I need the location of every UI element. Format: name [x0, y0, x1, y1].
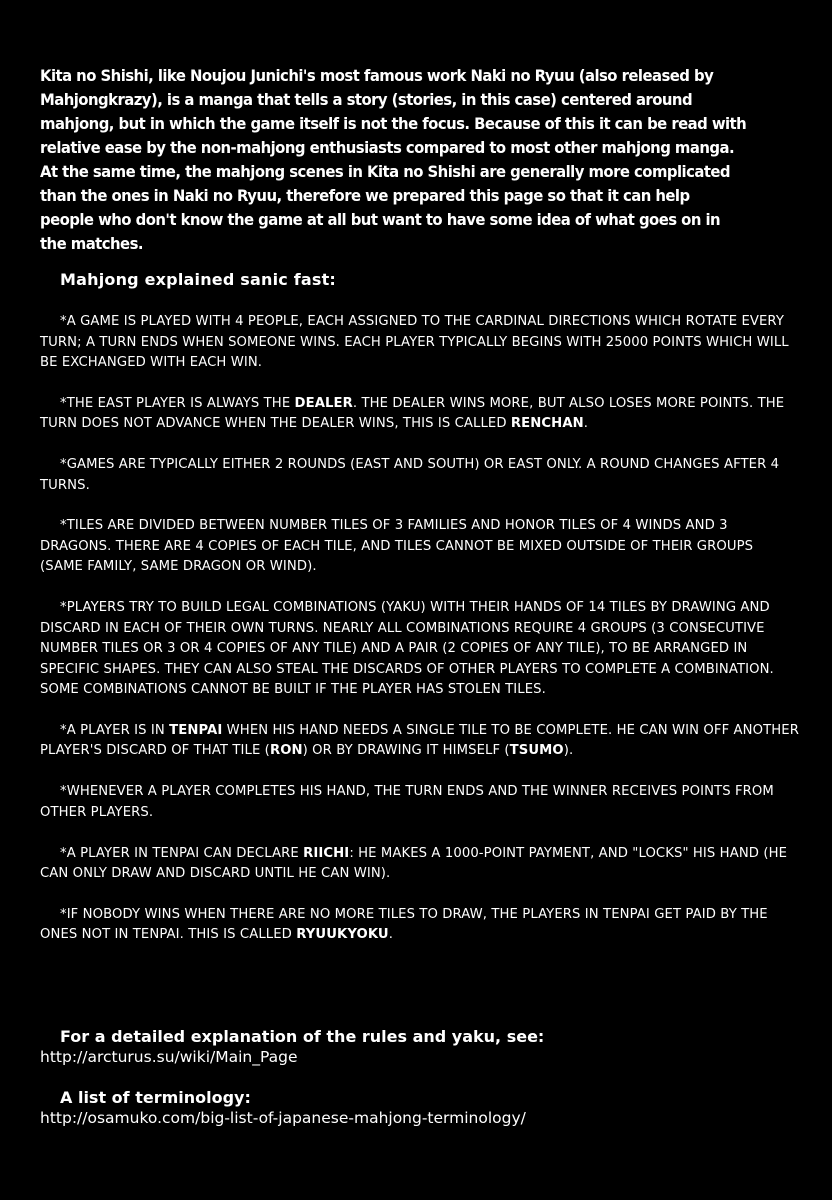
- rule-item: [40, 516, 800, 578]
- intro-paragraph: At the same time, the mahjong scenes in Kita no Shishi are generally more complicated than the ones in Naki no Ryuu, therefore we prepared this page so that it can help people who don't know the game at all but want to have some idea of what goes on in the matches.: [40, 162, 731, 253]
- terminology-reference-link[interactable]: http://osamuko.com/big-list-of-japanese-mahjong-terminology/: [40, 1109, 526, 1127]
- intro-paragraph: Kita no Shishi, like Noujou Junichi's most famous work Naki no Ryuu (also released by Mahjongkrazy), is a manga that tells a story (stories, in this case) centered around mahjong, but in which the game itself is not the focus. Because of this it can be read with relative ease by the non-mahjong enthusiasts compared to most other mahjong manga.: [40, 66, 747, 157]
- rule-text: *GAMES ARE TYPICALLY EITHER 2 ROUNDS (EAST AND SOUTH) OR EAST ONLY. A ROUND CHANGES AFTER 4 TURNS.: [40, 457, 780, 493]
- rules-list: [40, 312, 800, 966]
- rule-text: *THE EAST PLAYER IS ALWAYS THE: [60, 395, 295, 411]
- rule-text: *A PLAYER IN TENPAI CAN DECLARE: [60, 845, 304, 861]
- rule-term: RON: [269, 743, 303, 759]
- rule-item: [40, 721, 800, 762]
- rule-item: [40, 394, 800, 435]
- rules-reference-title: For a detailed explanation of the rules and yaku, see:: [60, 1027, 545, 1046]
- rule-item: [40, 598, 800, 701]
- section-title: Mahjong explained sanic fast:: [60, 270, 337, 289]
- rule-text: *A PLAYER IS IN: [60, 722, 170, 738]
- rule-item: [40, 782, 800, 823]
- rule-text: : HE MAKES A 1000-POINT PAYMENT, AND "LOCKS" HIS HAND (HE CAN ONLY DRAW AND DISCARD UNTIL HE CAN WIN).: [40, 845, 788, 882]
- rule-item: [40, 905, 800, 946]
- rule-text: *TILES ARE DIVIDED BETWEEN NUMBER TILES OF 3 FAMILIES AND HONOR TILES OF 4 WINDS AND 3 DRAGONS. THERE ARE 4 COPIES OF EACH TILE, AND TILES CANNOT BE MIXED OUTSIDE OF THEIR GROUPS (SAME FAMILY, SAME DRAGON OR WIND).: [40, 518, 754, 575]
- rule-text: *A GAME IS PLAYED WITH 4 PEOPLE, EACH ASSIGNED TO THE CARDINAL DIRECTIONS WHICH ROTATE EVERY TURN; A TURN ENDS WHEN SOMEONE WINS. EACH PLAYER TYPICALLY BEGINS WITH 25000 POINTS WHICH WILL BE EXCHANGED WITH EACH WIN.: [40, 314, 789, 370]
- rule-item: [40, 312, 800, 374]
- rule-term: RIICHI: [303, 845, 350, 861]
- rule-item: [40, 455, 800, 496]
- rules-reference-link[interactable]: http://arcturus.su/wiki/Main_Page: [40, 1048, 298, 1066]
- rule-text: ).: [563, 743, 574, 759]
- rule-term: TSUMO: [509, 743, 564, 759]
- rule-item: [40, 844, 800, 885]
- rule-term: RYUUKYOKU: [296, 927, 389, 943]
- rule-text: ) OR BY DRAWING IT HIMSELF (: [302, 743, 510, 759]
- rule-text: *WHENEVER A PLAYER COMPLETES HIS HAND, THE TURN ENDS AND THE WINNER RECEIVES POINTS FROM OTHER PLAYERS.: [40, 784, 774, 820]
- terminology-reference-title: A list of terminology:: [60, 1088, 251, 1107]
- rule-text: . THE DEALER WINS MORE, BUT ALSO LOSES MORE POINTS. THE TURN DOES NOT ADVANCE WHEN THE DEALER WINS, THIS IS CALLED: [40, 395, 785, 432]
- rule-term: DEALER: [294, 395, 353, 411]
- rule-term: TENPAI: [169, 722, 223, 738]
- rule-term: RENCHAN: [510, 416, 584, 432]
- intro-text: [40, 64, 747, 256]
- rule-text: WHEN HIS HAND NEEDS A SINGLE TILE TO BE COMPLETE. HE CAN WIN OFF ANOTHER PLAYER'S DISCARD OF THAT TILE (: [40, 722, 799, 759]
- rule-text: *IF NOBODY WINS WHEN THERE ARE NO MORE TILES TO DRAW, THE PLAYERS IN TENPAI GET PAID BY THE ONES NOT IN TENPAI. THIS IS CALLED: [40, 906, 768, 943]
- rule-text: *PLAYERS TRY TO BUILD LEGAL COMBINATIONS (YAKU) WITH THEIR HANDS OF 14 TILES BY DRAWING AND DISCARD IN EACH OF THEIR OWN TURNS. NEARLY ALL COMBINATIONS REQUIRE 4 GROUPS (3 CONSECUTIVE NUMBER TILES OR 3 OR 4 COPIES OF ANY TILE) AND A PAIR (2 COPIES OF ANY TILE), TO BE ARRANGED IN SPECIFIC SHAPES. THEY CAN ALSO STEAL THE DISCARDS OF OTHER PLAYERS TO COMPLETE A COMBINATION. SOME COMBINATIONS CANNOT BE BUILT IF THE PLAYER HAS STOLEN TILES.: [40, 600, 774, 698]
- rule-text: .: [388, 927, 394, 943]
- rule-text: .: [583, 416, 589, 432]
